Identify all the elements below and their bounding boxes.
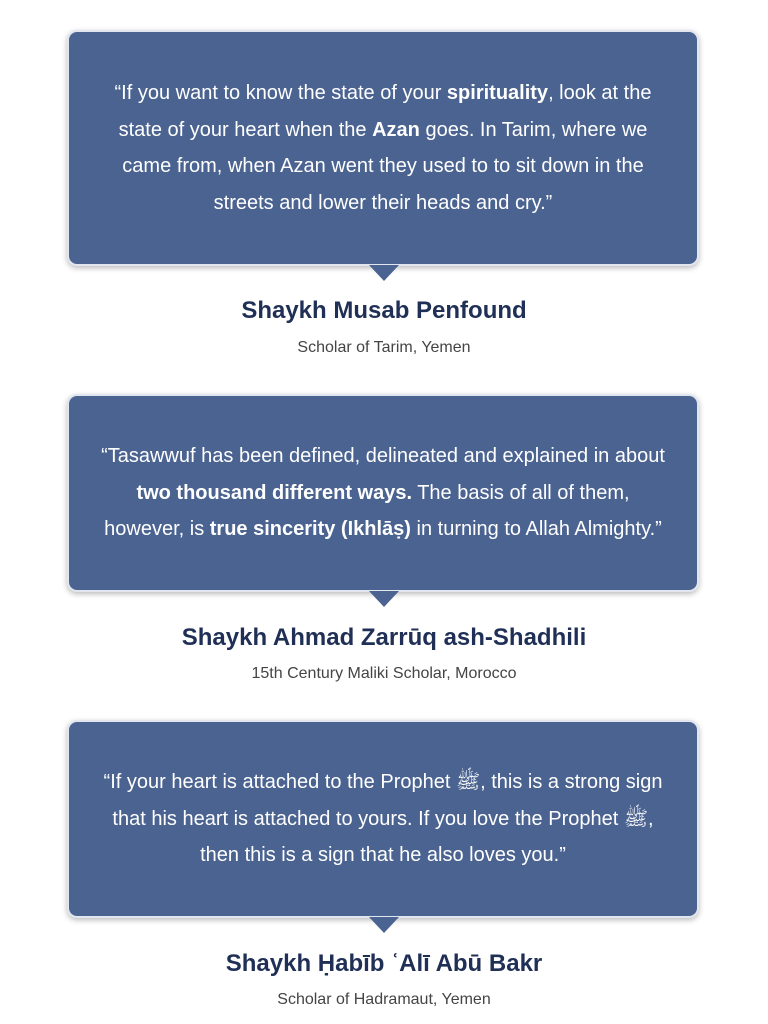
author-role: Scholar of Tarim, Yemen [297, 339, 471, 356]
quote-author: Shaykh Musab Penfound [241, 297, 527, 324]
bubble-pointer [369, 917, 399, 933]
author-role: Scholar of Hadramaut, Yemen [277, 991, 491, 1008]
quote-run: , look at the state of your heart when the [118, 82, 652, 141]
quote-emphasis: two thousand different ways. [136, 481, 413, 504]
quote-emphasis: Azan [372, 118, 420, 141]
quote-text [95, 75, 671, 221]
quote-bubble [67, 720, 699, 918]
quote-run: in turning to Allah Almighty.” [410, 518, 662, 541]
author-role: 15th Century Maliki Scholar, Morocco [251, 665, 517, 682]
quote-run: goes. In Tarim, where we came from, when Azan went they used to to sit down in the streets and lower their heads and cry.” [122, 118, 648, 214]
bubble-pointer [369, 265, 399, 281]
quote-run: The basis of all of them, however, is [104, 481, 630, 541]
quote-text [95, 764, 671, 874]
quote-emphasis: spirituality [446, 82, 549, 104]
quote-text [95, 438, 671, 548]
bubble-pointer [369, 591, 399, 607]
quote-run: “If your heart is attached to the Prophet ﷺ, this is a strong sign that his heart is attached to yours. If you love the Prophet ﷺ, then this is a sign that he also loves you.” [103, 771, 663, 867]
quote-run: “If you want to know the state of your [114, 82, 447, 104]
quote-bubble [67, 30, 699, 266]
quote-author: Shaykh Ahmad Zarrūq ash-Shadhili [181, 624, 587, 651]
quote-bubble [67, 394, 699, 592]
quote-author: Shaykh Ḥabīb ʿAlī Abū Bakr [225, 950, 543, 977]
quote-emphasis: true sincerity (Ikhlāṣ) [209, 518, 411, 541]
quote-run: “Tasawwuf has been defined, delineated and explained in about [101, 445, 665, 468]
